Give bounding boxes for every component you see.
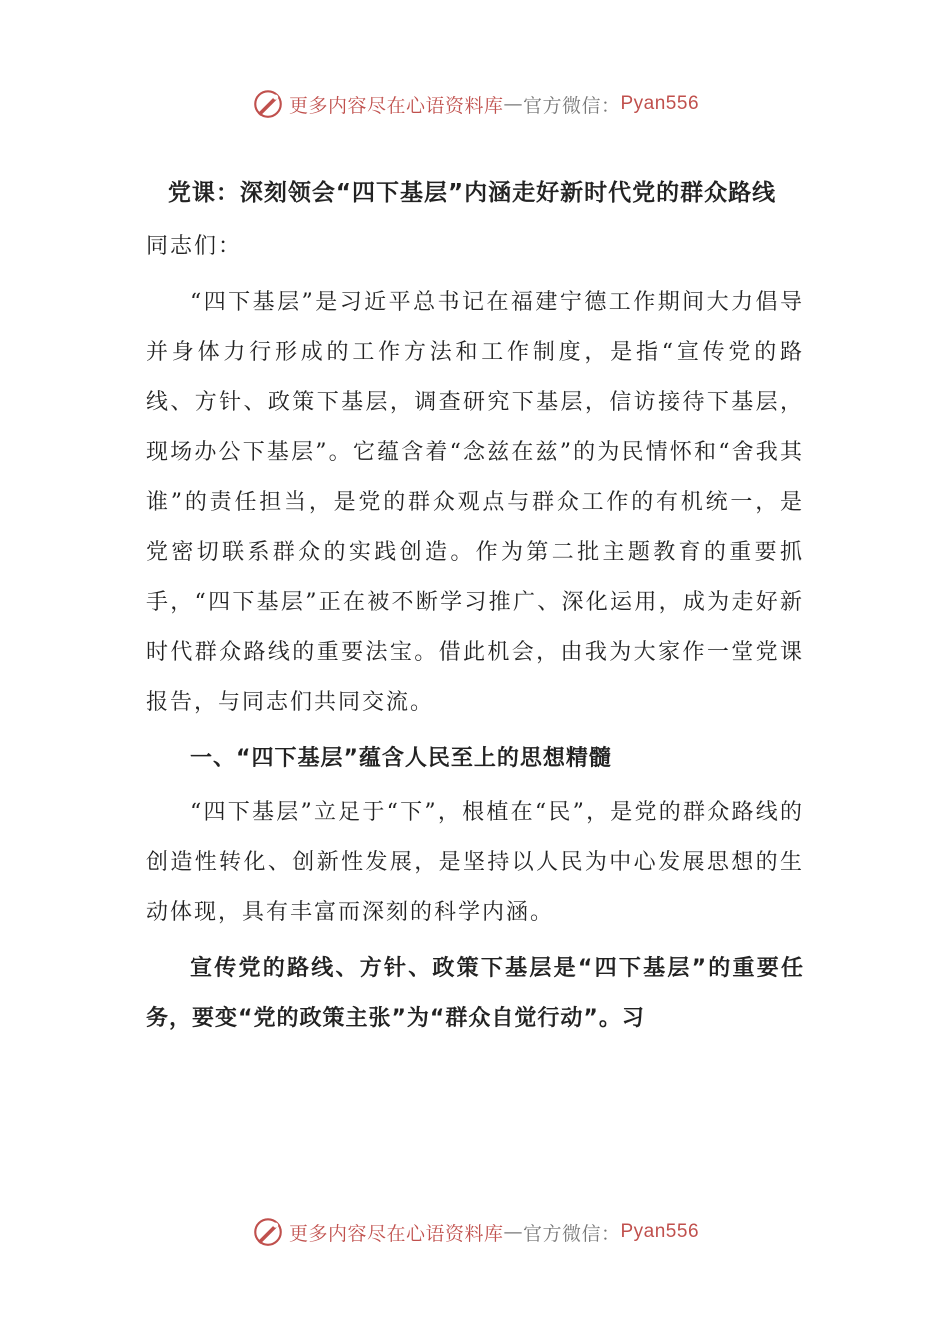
watermark-header	[0, 84, 950, 124]
bold-paragraph: 宣传党的路线、方针、政策下基层是“四下基层”的重要任务，要变“党的政策主张”为“群众自觉行动”。习	[146, 956, 804, 1031]
document-title: 党课：深刻领会“四下基层”内涵走好新时代党的群众路线	[167, 180, 777, 206]
greeting: 同志们：	[146, 234, 243, 259]
logo-icon	[251, 87, 285, 121]
watermark-wechat-id: Pyan556	[620, 1221, 700, 1242]
document-body	[146, 166, 804, 1044]
watermark-dash: —	[503, 93, 523, 115]
watermark-main-text: 更多内容尽在心语资料库	[288, 1222, 504, 1245]
watermark-label: 官方微信：	[522, 94, 621, 117]
watermark-footer	[0, 1212, 950, 1252]
watermark-label: 官方微信：	[522, 1222, 621, 1245]
section-heading: 一、“四下基层”蕴含人民至上的思想精髓	[190, 746, 612, 771]
intro-paragraph: “四下基层”是习近平总书记在福建宁德工作期间大力倡导并身体力行形成的工作方法和工作制度，是指“宣传党的路线、方针、政策下基层，调查研究下基层，信访接待下基层，现场办公下基层”。它蕴含着“念兹在兹”的为民情怀和“舍我其谁”的责任担当，是党的群众观点与群众工作的有机统一，是党密切联系群众的实践创造。作为第二批主题教育的重要抓手，“四下基层”正在被不断学习推广、深化运用，成为走好新时代群众路线的重要法宝。借此机会，由我为大家作一堂党课报告，与同志们共同交流。	[146, 290, 804, 715]
section-paragraph: “四下基层”立足于“下”，根植在“民”，是党的群众路线的创造性转化、创新性发展，是坚持以人民为中心发展思想的生动体现，具有丰富而深刻的科学内涵。	[146, 800, 804, 925]
watermark-wechat-id: Pyan556	[620, 93, 700, 114]
watermark-dash: —	[503, 1221, 523, 1243]
logo-icon	[251, 1215, 285, 1249]
watermark-main-text: 更多内容尽在心语资料库	[288, 94, 504, 117]
